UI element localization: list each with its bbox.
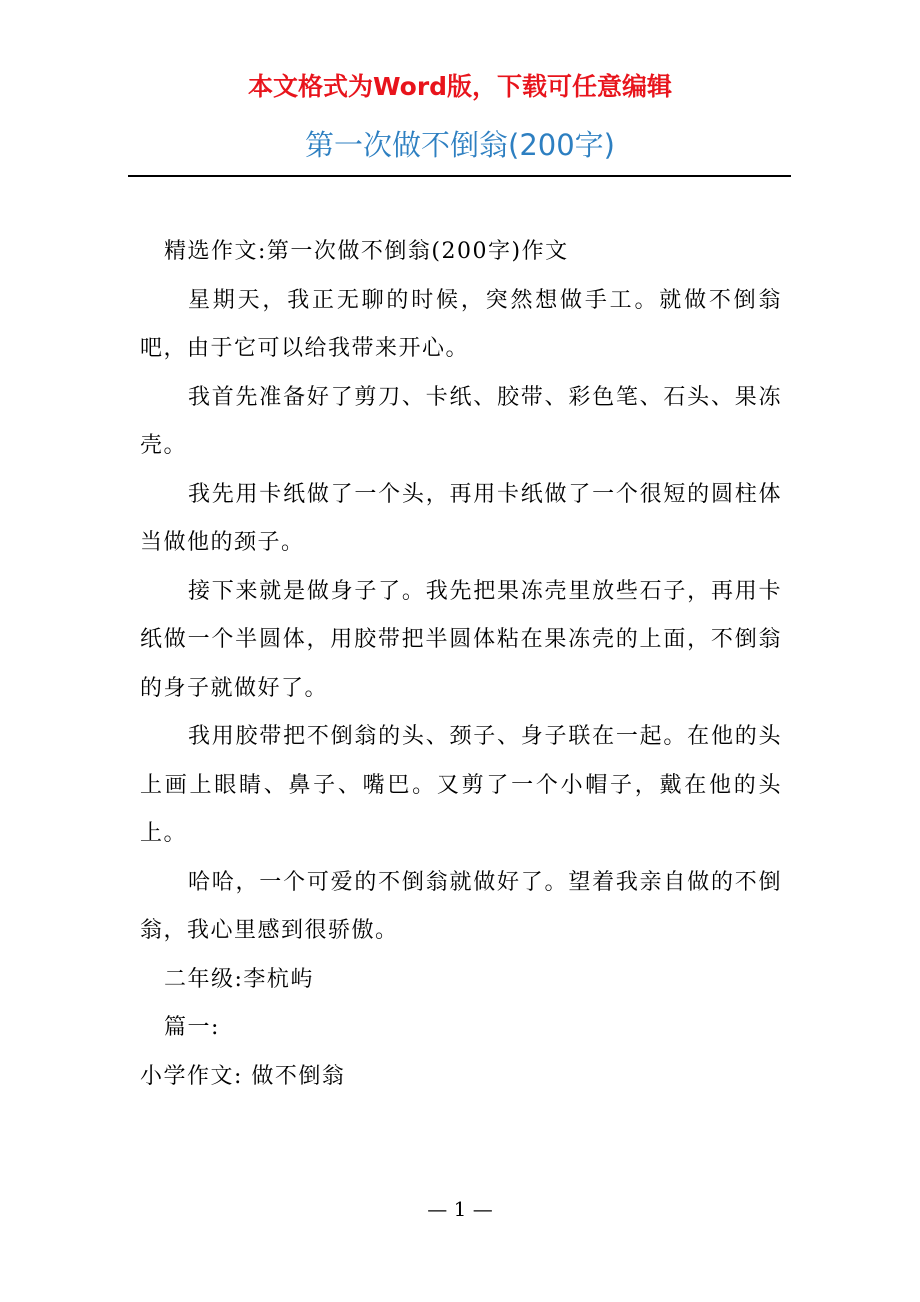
paragraph: 我先用卡纸做了一个头，再用卡纸做了一个很短的圆柱体当做他的颈子。	[140, 481, 782, 555]
paragraph: 哈哈，一个可爱的不倒翁就做好了。望着我亲自做的不倒翁，我心里感到很骄傲。	[140, 869, 782, 943]
paragraph: 我首先准备好了剪刀、卡纸、胶带、彩色笔、石头、果冻壳。	[140, 384, 782, 458]
author-line: 二年级:李杭屿	[164, 966, 314, 992]
section-label: 篇一:	[164, 1015, 220, 1040]
paragraph: 星期天，我正无聊的时候，突然想做手工。就做不倒翁吧，由于它可以给我带来开心。	[140, 287, 782, 361]
document-title: 第一次做不倒翁(200字)	[305, 128, 615, 162]
paragraph: 接下来就是做身子了。我先把果冻壳里放些石子，再用卡纸做一个半圆体，用胶带把半圆体粘在果冻壳的上面，不倒翁的身子就做好了。	[140, 578, 782, 701]
title-divider	[128, 175, 791, 177]
intro-line: 精选作文:第一次做不倒翁(200字)作文	[164, 239, 569, 264]
section-heading: 小学作文: 做不倒翁	[140, 1063, 346, 1089]
paragraph: 我用胶带把不倒翁的头、颈子、身子联在一起。在他的头上画上眼睛、鼻子、嘴巴。又剪了一个小帽子，戴在他的头上。	[140, 724, 782, 846]
document-body	[140, 228, 782, 1101]
page-number: — 1 —	[427, 1197, 493, 1221]
format-notice: 本文格式为Word版，下载可任意编辑	[247, 72, 673, 101]
